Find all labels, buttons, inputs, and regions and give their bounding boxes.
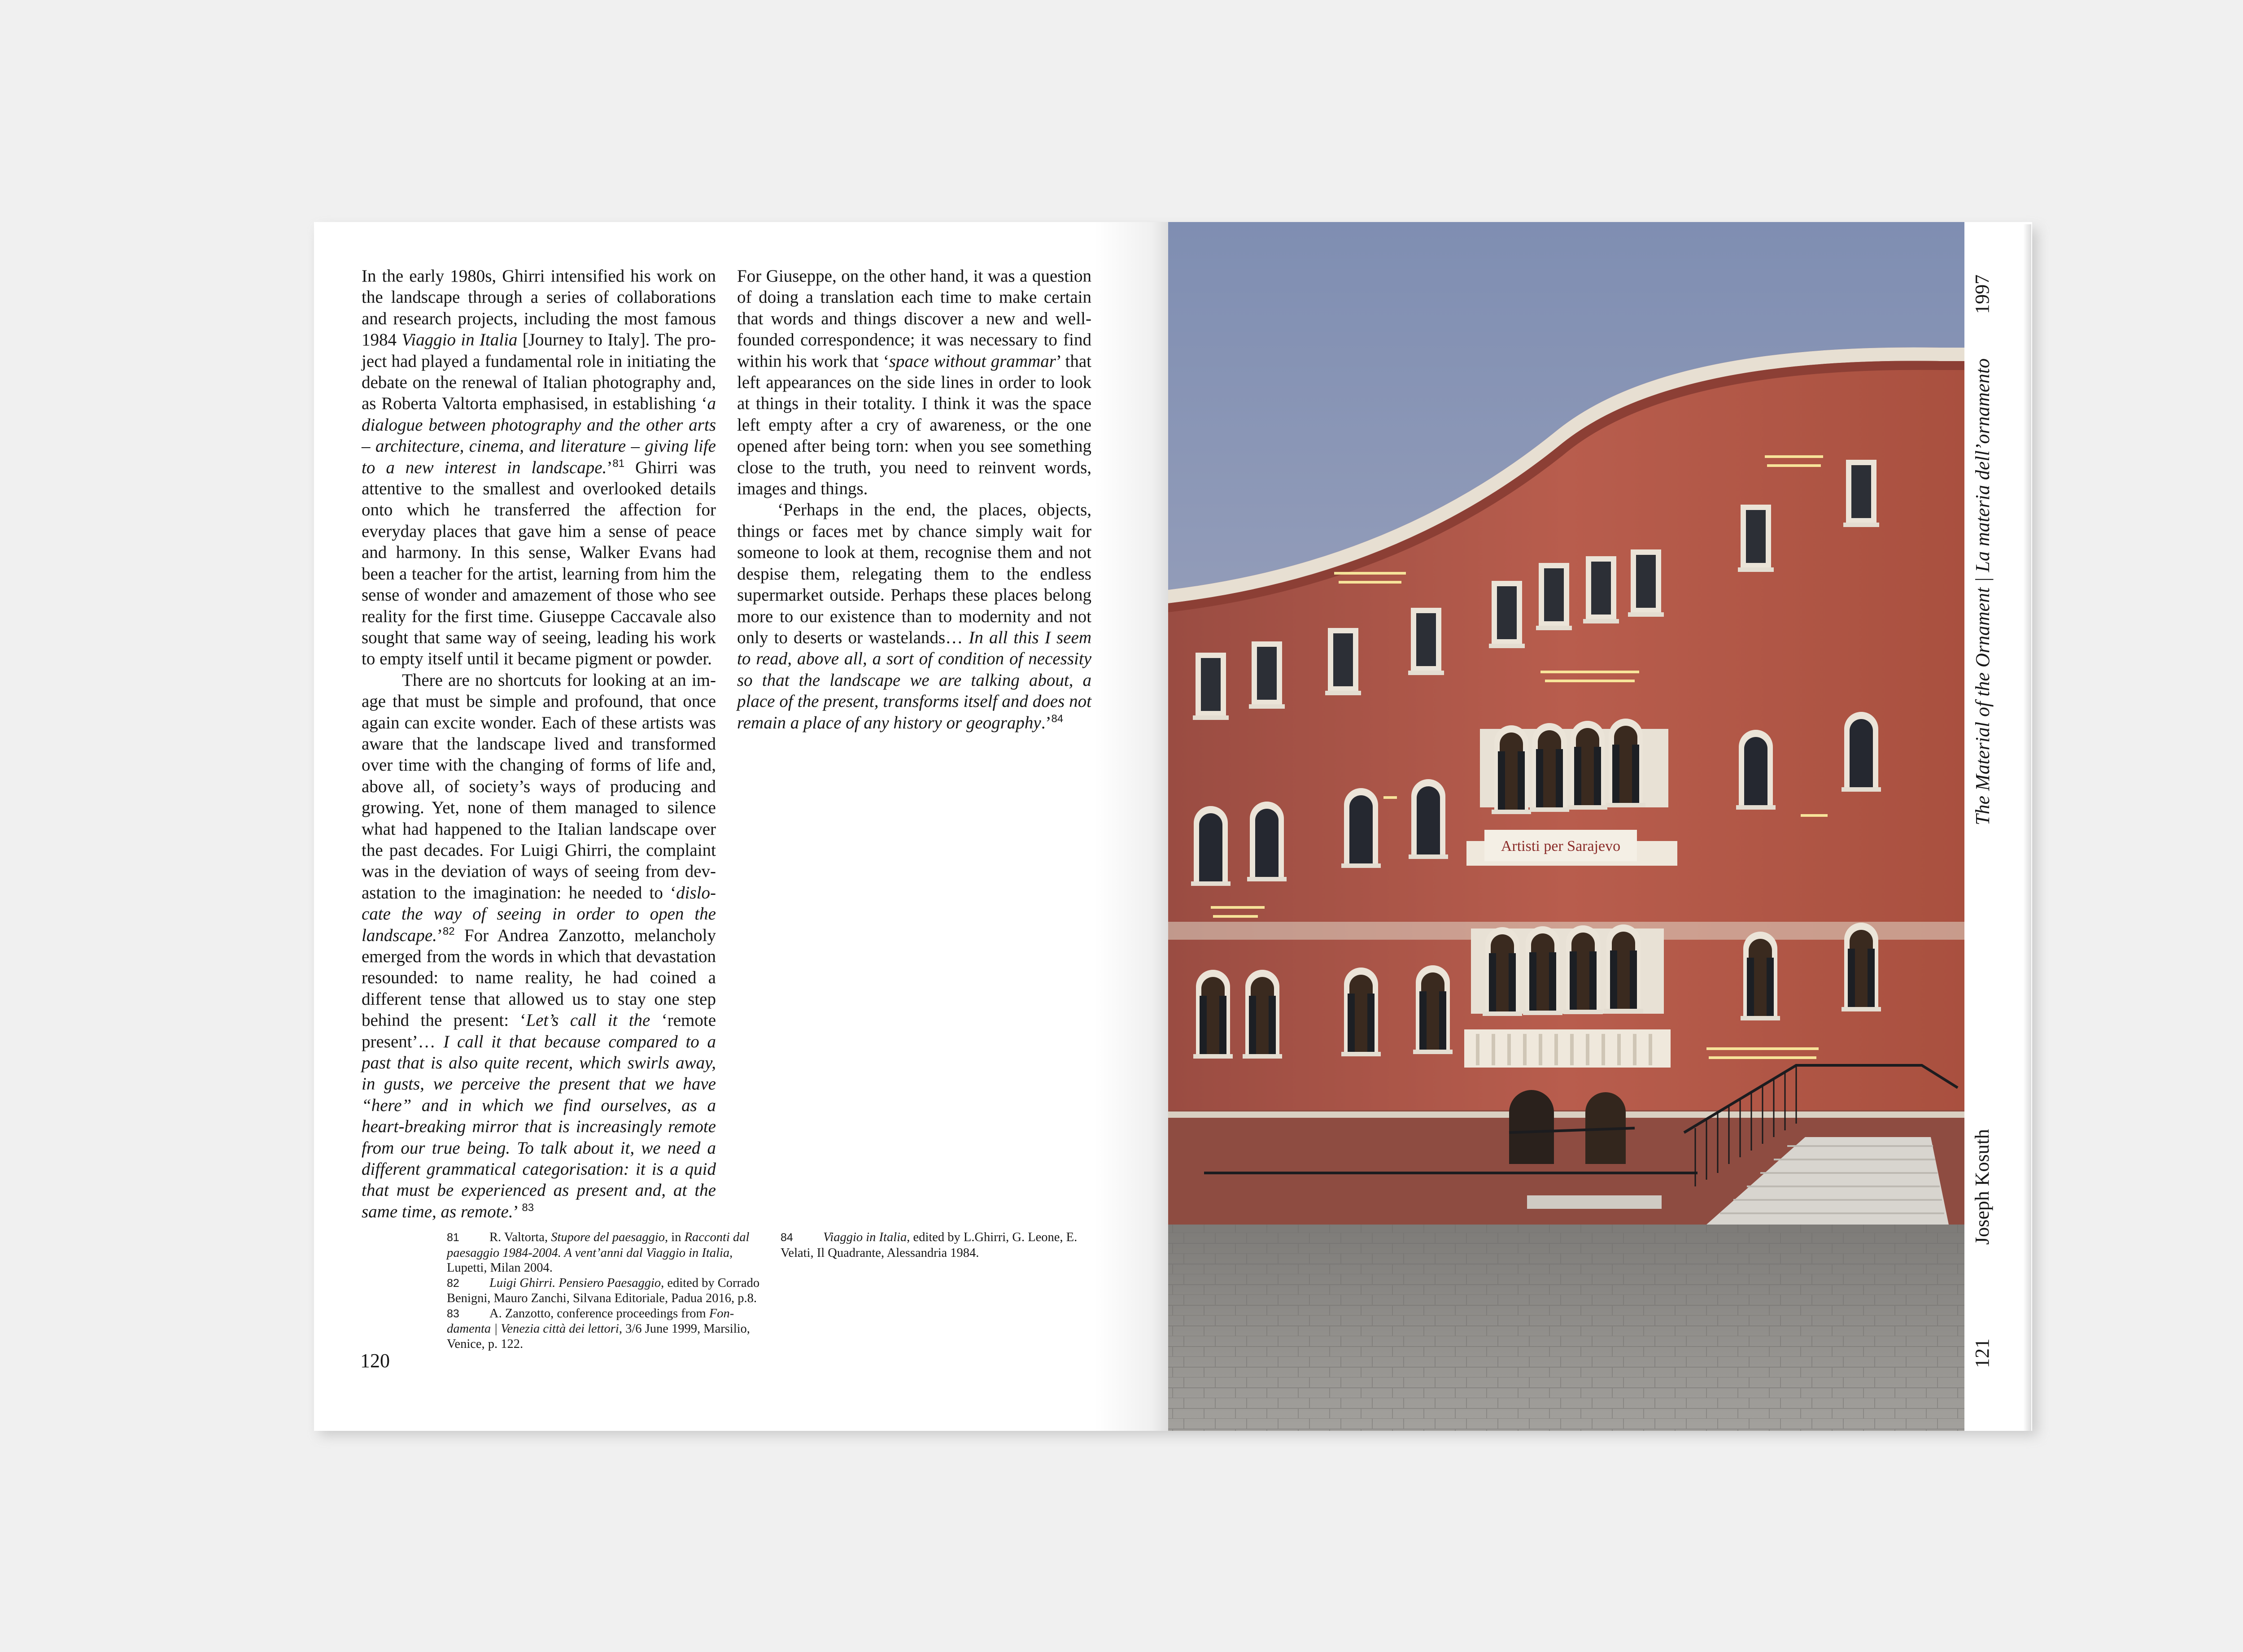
book-gutter: [1095, 222, 1171, 1431]
column1-paragraph: There are no shortcuts for looking at an image that must be simple and profound, that once again can excite wonder. Each of these artists was aware that the landscape lived and transformed over time with the changing of forms of life and, above all, of society’s ways of producing and growing. Yet, none of them managed to silence what had happened to the Italian landscape over the past decades. For Luigi Ghirri, the complaint was in the deviation of ways of seeing from devastation to the imagination: he needed to ‘dislocate the way of seeing in order to open the landscape.’$^{82}$ For Andrea Zanzotto, melancholy emerged from the words in which that devastation resounded: to name reality, he had coined a different tense that allowed us to stay one step behind the present: ‘Let’s call it the ‘remote present’… I call it that because compared to a past that is also quite recent, which swirls away, in gusts, we perceive the present that we have “here” and in which we find ourselves, as a heart-breaking mirror that is increasingly remote from our true being. To talk about it, we need a different grammatical categorisation: it is a quid that must be experienced as present and, at the same time, as remote.’ $^{83}$: [362, 670, 716, 1221]
text-column-right: [737, 266, 1091, 733]
running-head-title: The Material of the Ornament | La materia dell’ornamento: [1972, 358, 1994, 825]
footnote-84: [781, 1230, 1086, 1260]
facade-photograph: [1168, 222, 1964, 1431]
banner-text: Artisti per Sarajevo: [1501, 838, 1621, 854]
footnote-number: 83: [447, 1307, 459, 1320]
page-edge: [2023, 224, 2031, 1431]
footnote-82: [447, 1276, 761, 1306]
column2-paragraph: For Giuseppe, on the other hand, it was a question of doing a translation each time to make certain that words and things discover a new and well-founded correspondence; it was necessary to find within his work that ‘space without grammar’ that left appearances on the side lines in order to look at things in their totality. I think it was the space left empty after a cry of awareness, or the one opened after being torn: when you see something close to the truth, you need to reinvent words, images and things.: [737, 266, 1091, 499]
footnote-81: [447, 1230, 761, 1276]
page-number-left: 120: [360, 1350, 390, 1372]
footnote-text: R. Valtorta, Stupore del paesaggio, in Racconti dal paesaggio 1984-2004. A vent’anni dal Viaggio in Italia, Lupetti, Milan 2004.: [447, 1230, 750, 1275]
column2-paragraph: ‘Perhaps in the end, the places, objects, things or faces met by chance simply wait for someone to look at them, recognise them and not despise them, relegating them to the endless supermarket outside. Perhaps these places belong more to our existence than to modernity and not only to deserts or wastelands… In all this I seem to read, above all, a sort of condition of necessity so that the landscape we are talking about, a place of the present, transforms itself and does not remain a place of any history or geography.’$^{84}$: [737, 500, 1091, 732]
footnote-text: A. Zanzotto, conference proceedings from Fondamenta | Venezia città dei lettori, 3/6 June 1999, Marsilio, Venice, p. 122.: [447, 1306, 750, 1351]
text-column-left: [362, 266, 716, 1222]
footnote-number: 82: [447, 1277, 459, 1290]
footnote-text: Luigi Ghirri. Pensiero Paesaggio, edited by Corrado Benigni, Mauro Zanchi, Silvana Editoriale, Padua 2016, p.8.: [447, 1276, 760, 1305]
page-number-right: 121: [1971, 1338, 1993, 1368]
footnote-number: 81: [447, 1231, 459, 1244]
running-head-author: Joseph Kosuth: [1971, 1129, 1993, 1245]
footnote-text: Viaggio in Italia, edited by L.Ghirri, G. Leone, E. Velati, Il Quadrante, Alessandria 1984.: [781, 1230, 1078, 1260]
column1-paragraph: In the early 1980s, Ghirri intensified his work on the landscape through a series of collaborations and research projects, including the most famous 1984 Viaggio in Italia [Journey to Italy]. The project had played a fundamental role in initiating the debate on the renewal of Italian photography and, as Roberta Valtorta emphasised, in establishing ‘a dialogue between photography and the other arts – architecture, cinema, and literature – giving life to a new interest in landscape.’$^{81}$ Ghirri was attentive to the smallest and overlooked details onto which he transferred the affection for everyday places that gave him a sense of peace and harmony. In this sense, Walker Evans had been a teacher for the artist, learning from him the sense of wonder and amazement of those who see reality for the first time. Giuseppe Caccavale also sought that same way of seeing, leading his work to empty itself until it became pigment or powder.: [362, 266, 716, 669]
footnote-number: 84: [781, 1231, 793, 1244]
footnotes-left: [447, 1230, 761, 1351]
footnotes-right: [781, 1230, 1086, 1260]
footnote-83: [447, 1306, 761, 1352]
running-head-year: 1997: [1971, 275, 1993, 314]
